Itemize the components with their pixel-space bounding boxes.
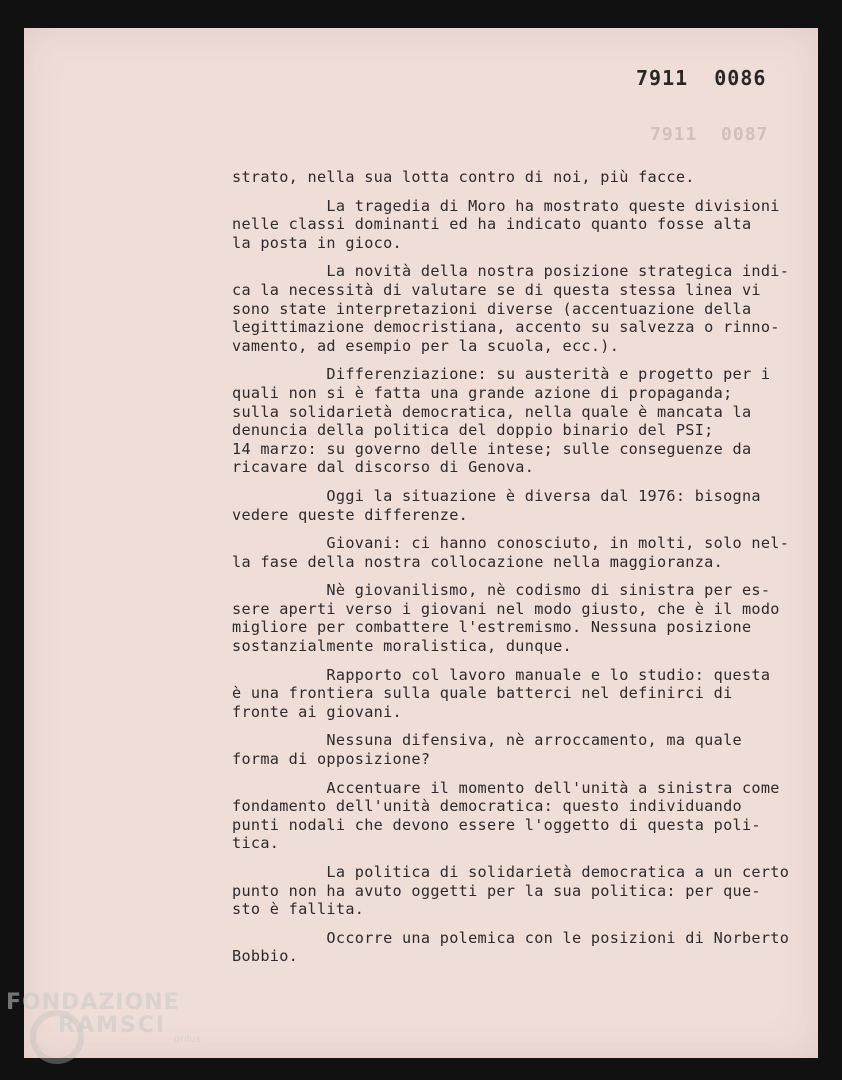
- paragraph: Differenziazione: su austerità e progetto per i quali non si è fatta una grande azione di propaganda; sulla solidarietà democratica, nella quale è mancata la denuncia della politica del doppio binario del PSI; 14 marzo: su governo delle intese; sulle conseguenze da ricavare dal discorso di Genova.: [232, 365, 771, 477]
- watermark-line3: onlus: [174, 1034, 201, 1045]
- document-body: [232, 168, 792, 976]
- paragraph: strato, nella sua lotta contro di noi, più facce.: [232, 168, 695, 186]
- paragraph: La politica di solidarietà democratica a un certo punto non ha avuto oggetti per la sua politica: per que- sto è fallita.: [232, 863, 790, 919]
- watermark-line2: RAMSCI: [58, 1013, 167, 1038]
- archive-stamp: 7911 0086: [636, 66, 767, 90]
- watermark-logo: [6, 990, 201, 1045]
- paragraph: Occorre una polemica con le posizioni di Norberto Bobbio.: [232, 928, 790, 966]
- paragraph: Giovani: ci hanno conosciuto, in molti, solo nel- la fase della nostra collocazione nella maggioranza.: [232, 534, 790, 571]
- paragraph: Oggi la situazione è diversa dal 1976: bisogna vedere queste differenze.: [232, 486, 761, 524]
- paragraph: Nessuna difensiva, nè arroccamento, ma quale forma di opposizione?: [232, 731, 742, 769]
- paragraph: La tragedia di Moro ha mostrato queste divisioni nelle classi dominanti ed ha indicato quanto fosse alta la posta in gioco.: [232, 196, 780, 252]
- watermark-line1: FONDAZIONE: [6, 990, 180, 1015]
- paragraph: La novità della nostra posizione strategica indi- ca la necessità di valutare se di questa stessa linea vi sono state interpretazioni diverse (accentuazione della legittimazione democristiana, accento su salvezza o rinno- vamento, ad esempio per la scuola, ecc.).: [232, 262, 790, 355]
- bleed-through-stamp: 7911 0087: [650, 124, 769, 145]
- paragraph: Nè giovanilismo, nè codismo di sinistra per es- sere aperti verso i giovani nel modo giusto, che è il modo migliore per combattere l'estremismo. Nessuna posizione sostanzialmente moralistica, dunque.: [232, 581, 780, 656]
- paragraph: Accentuare il momento dell'unità a sinistra come fondamento dell'unità democratica: questo individuando punti nodali che devono essere l'oggetto di questa poli- tica.: [232, 778, 780, 853]
- paragraph: Rapporto col lavoro manuale e lo studio: questa è una frontiera sulla quale batterci nel definirci di fronte ai giovani.: [232, 665, 771, 721]
